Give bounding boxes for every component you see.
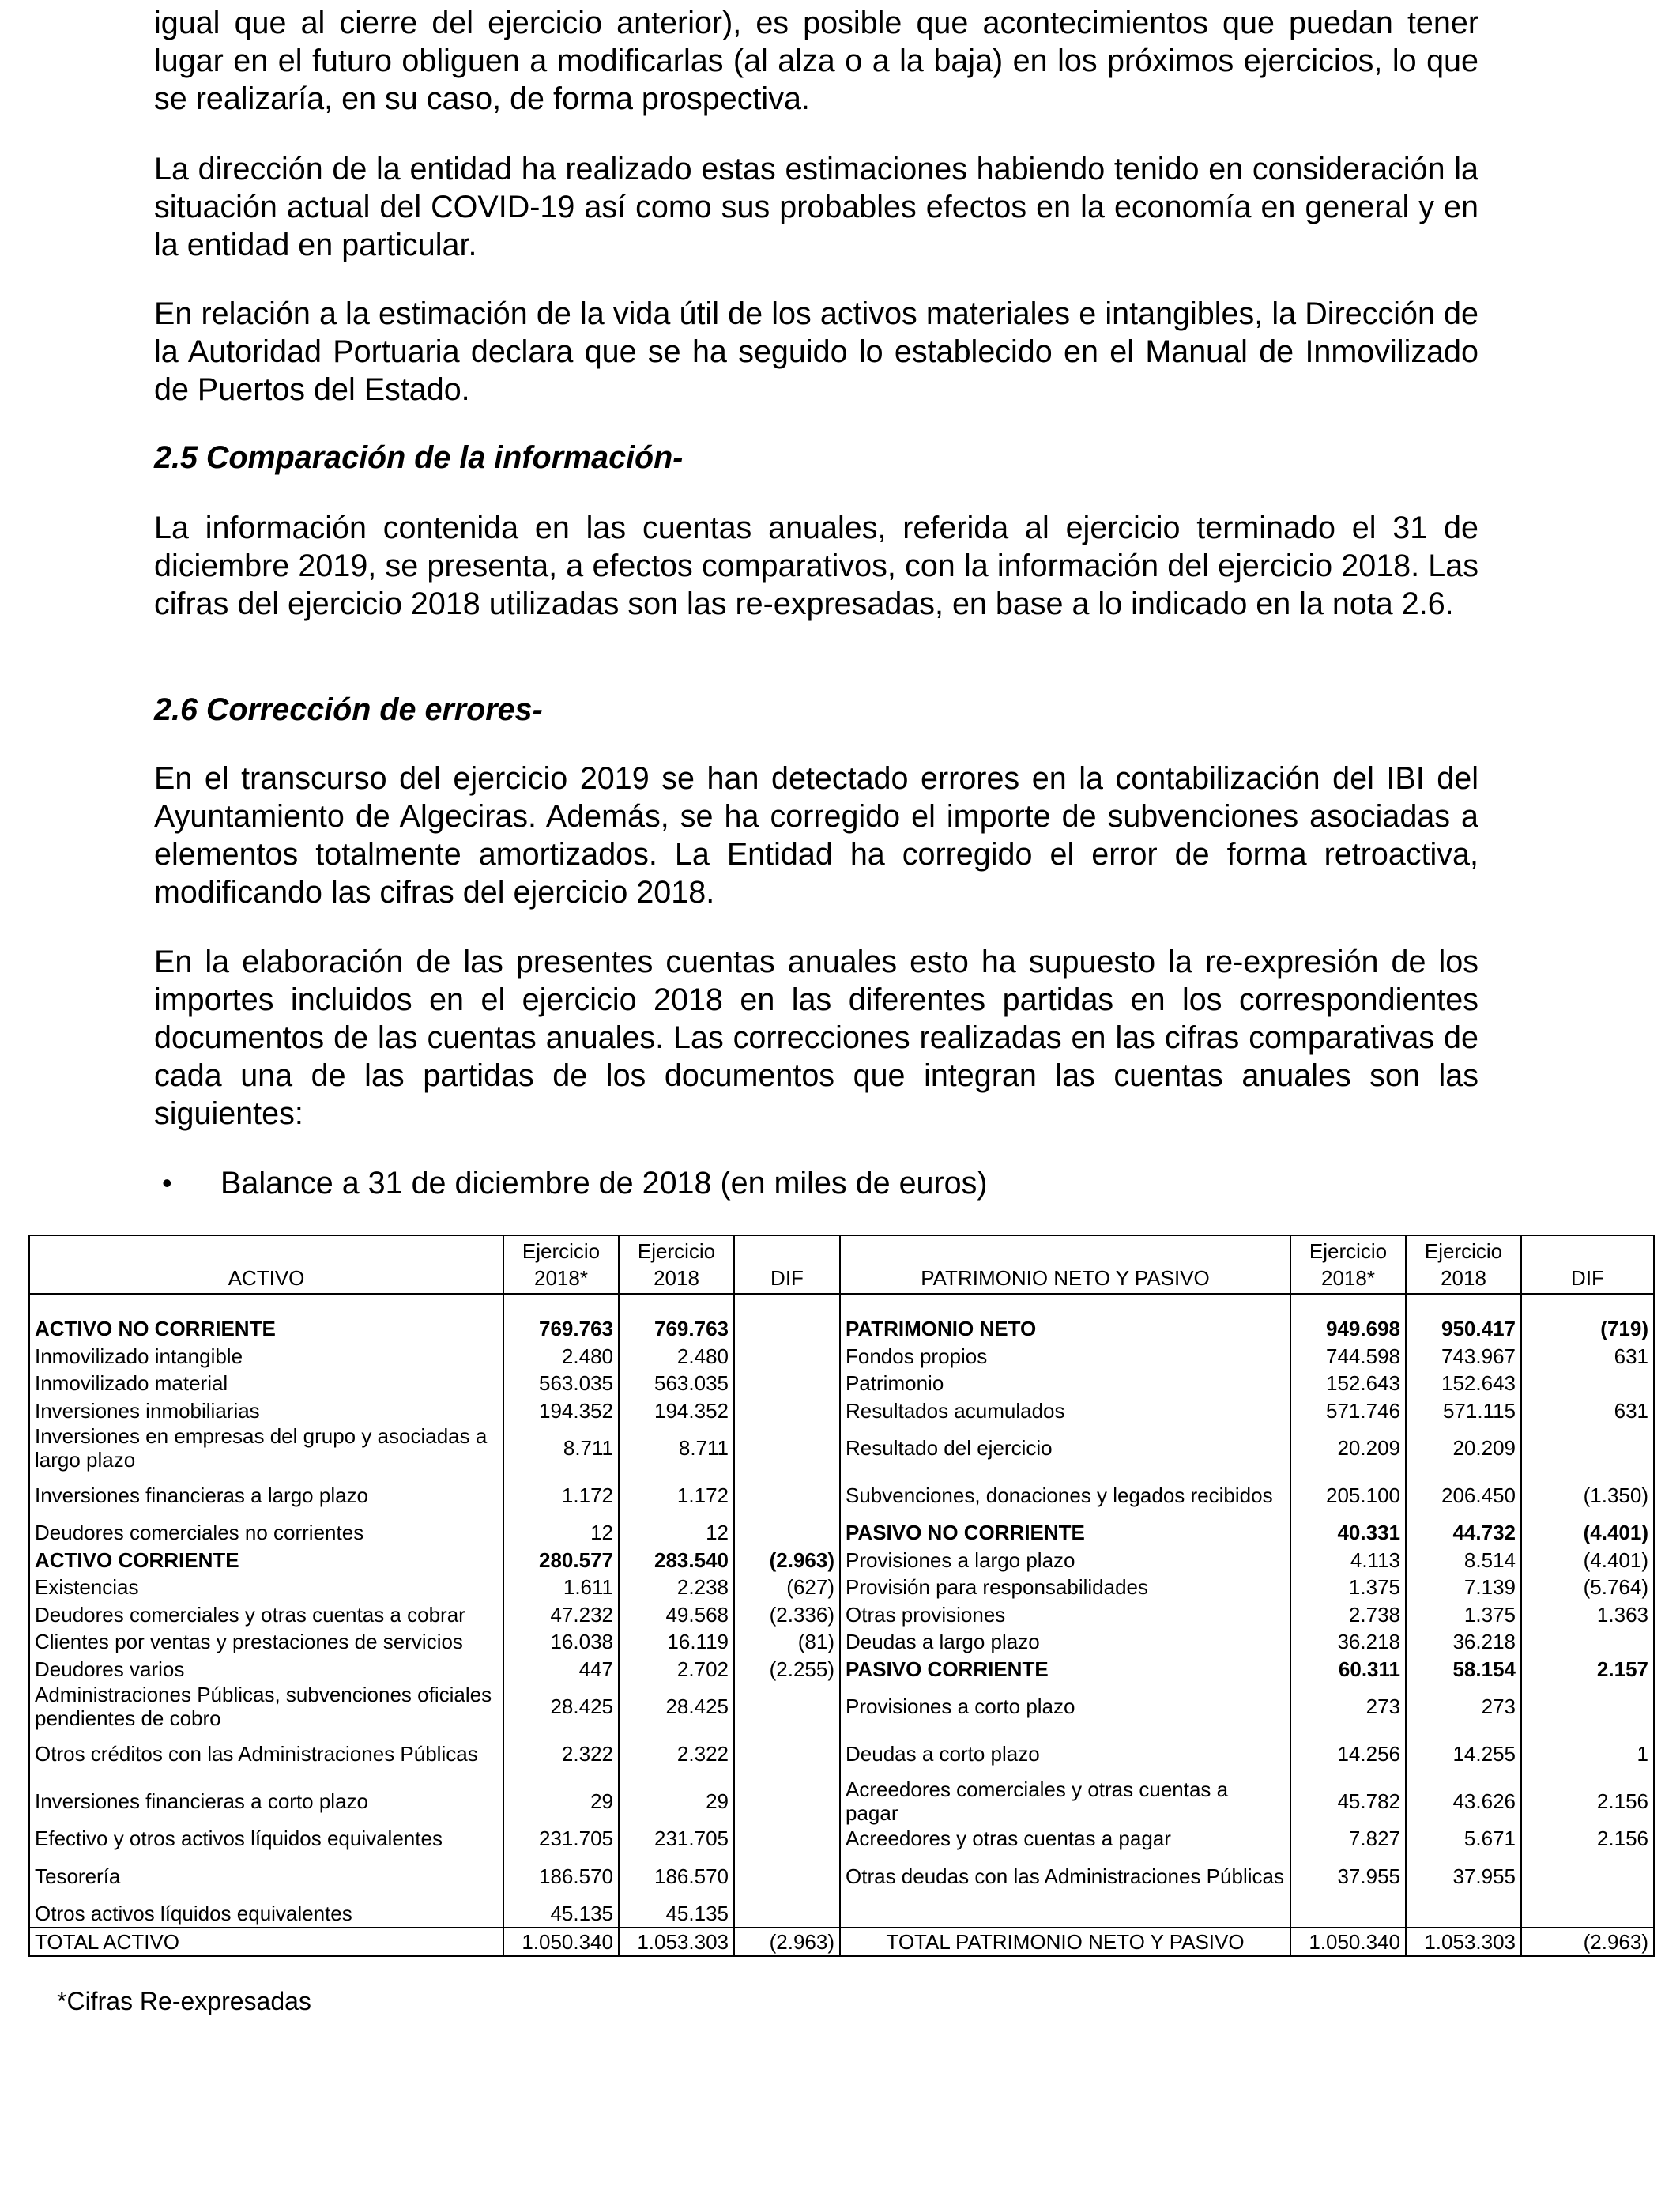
cell-activo-2018-reexpresado: 194.352 bbox=[503, 1397, 619, 1425]
table-row bbox=[29, 1315, 1654, 1343]
cell-total-pasivo-label: TOTAL PATRIMONIO NETO Y PASIVO bbox=[840, 1928, 1290, 1956]
cell-pasivo-2018-reexpresado: 14.256 bbox=[1290, 1730, 1406, 1777]
cell-pasivo-label: Fondos propios bbox=[840, 1343, 1290, 1370]
cell-activo-2018-reexpresado: 1.172 bbox=[503, 1472, 619, 1519]
table-spacer-row bbox=[29, 1294, 1654, 1315]
cell-pasivo-2018-reexpresado: 37.955 bbox=[1290, 1853, 1406, 1900]
cell-pasivo-2018-reexpresado: 205.100 bbox=[1290, 1472, 1406, 1519]
table-row bbox=[29, 1370, 1654, 1397]
paragraph-vida-util: En relación a la estimación de la vida útil de los activos materiales e intangibles, la Dirección de la Autoridad Portuaria declara que se ha seguido lo establecido en el Manual de Inmovilizado de Puertos del Estado. bbox=[154, 296, 1478, 407]
cell-pasivo-dif: 631 bbox=[1521, 1343, 1654, 1370]
heading-2-5: 2.5 Comparación de la información- bbox=[154, 440, 684, 475]
table-row bbox=[29, 1519, 1654, 1547]
header-activo: ACTIVO bbox=[29, 1235, 503, 1294]
bullet-marker: • bbox=[162, 1167, 172, 1199]
cell-activo-2018-reexpresado: 1.611 bbox=[503, 1574, 619, 1601]
cell-pasivo-dif: (719) bbox=[1521, 1315, 1654, 1343]
table-header-row bbox=[29, 1235, 1654, 1294]
cell-total-pasivo-2018-reexpresado: 1.050.340 bbox=[1290, 1928, 1406, 1956]
cell-pasivo-label: Provisión para responsabilidades bbox=[840, 1574, 1290, 1601]
cell-activo-label: Inversiones financieras a corto plazo bbox=[35, 1789, 369, 1813]
cell-pasivo-dif bbox=[1521, 1370, 1654, 1397]
cell-pasivo-2018: 743.967 bbox=[1406, 1343, 1521, 1370]
cell-activo-dif: (2.336) bbox=[734, 1601, 840, 1629]
cell-pasivo-2018-reexpresado: 45.782 bbox=[1290, 1777, 1406, 1825]
cell-activo-2018: 769.763 bbox=[619, 1315, 734, 1343]
cell-pasivo-label: Subvenciones, donaciones y legados recibidos bbox=[840, 1472, 1290, 1519]
cell-activo-2018-reexpresado: 769.763 bbox=[503, 1315, 619, 1343]
paragraph-estimaciones: igual que al cierre del ejercicio anterior), es posible que acontecimientos que puedan tener lugar en el futuro obliguen a modificarlas (al alza o a la baja) en los próximos ejercicios, lo que se realizaría, en su caso, de forma prospectiva. bbox=[154, 6, 1478, 116]
cell-activo-2018: 563.035 bbox=[619, 1370, 734, 1397]
table-row bbox=[29, 1825, 1654, 1853]
cell-activo-2018-reexpresado: 16.038 bbox=[503, 1628, 619, 1656]
cell-pasivo-dif: 1.363 bbox=[1521, 1601, 1654, 1629]
cell-pasivo-2018: 44.732 bbox=[1406, 1519, 1521, 1547]
cell-pasivo-label bbox=[840, 1900, 1290, 1928]
cell-pasivo-2018-reexpresado bbox=[1290, 1900, 1406, 1928]
cell-activo-2018: 28.425 bbox=[619, 1683, 734, 1730]
cell-pasivo-label: Deudas a largo plazo bbox=[840, 1628, 1290, 1656]
cell-activo-2018-reexpresado: 280.577 bbox=[503, 1547, 619, 1574]
table-row bbox=[29, 1683, 1654, 1730]
cell-total-activo-2018: 1.053.303 bbox=[619, 1928, 734, 1956]
cell-activo-label: Otros créditos con las Administraciones Públicas bbox=[35, 1742, 478, 1766]
cell-pasivo-2018: 5.671 bbox=[1406, 1825, 1521, 1853]
cell-pasivo-2018: 950.417 bbox=[1406, 1315, 1521, 1343]
cell-pasivo-dif: 2.156 bbox=[1521, 1777, 1654, 1825]
cell-activo-label: Inversiones en empresas del grupo y asociadas a largo plazo bbox=[35, 1424, 488, 1472]
paragraph-comparacion: La información contenida en las cuentas anuales, referida al ejercicio terminado el 31 de diciembre 2019, se presenta, a efectos comparativos, con la información del ejercicio 2018. Las cifras del ejercicio 2018 utilizadas son las re-expresadas, en base a lo indicado en la nota 2.6. bbox=[154, 511, 1478, 621]
cell-activo-2018: 49.568 bbox=[619, 1601, 734, 1629]
cell-pasivo-dif bbox=[1521, 1683, 1654, 1730]
table-row bbox=[29, 1424, 1654, 1472]
cell-pasivo-2018: 152.643 bbox=[1406, 1370, 1521, 1397]
cell-activo-label: Efectivo y otros activos líquidos equivalentes bbox=[35, 1826, 443, 1851]
table-row bbox=[29, 1472, 1654, 1519]
cell-activo-2018-reexpresado: 447 bbox=[503, 1656, 619, 1683]
cell-pasivo-2018-reexpresado: 2.738 bbox=[1290, 1601, 1406, 1629]
table-row bbox=[29, 1547, 1654, 1574]
cell-pasivo-2018: 8.514 bbox=[1406, 1547, 1521, 1574]
table-row bbox=[29, 1777, 1654, 1825]
cell-activo-2018: 231.705 bbox=[619, 1825, 734, 1853]
cell-activo-2018: 186.570 bbox=[619, 1853, 734, 1900]
cell-activo-dif bbox=[734, 1853, 840, 1900]
cell-activo-dif bbox=[734, 1424, 840, 1472]
cell-pasivo-2018-reexpresado: 273 bbox=[1290, 1683, 1406, 1730]
header-patrimonio-pasivo: PATRIMONIO NETO Y PASIVO bbox=[840, 1235, 1290, 1294]
cell-activo-2018: 1.172 bbox=[619, 1472, 734, 1519]
cell-activo-2018: 29 bbox=[619, 1777, 734, 1825]
cell-pasivo-2018-reexpresado: 4.113 bbox=[1290, 1547, 1406, 1574]
cell-pasivo-label: Deudas a corto plazo bbox=[840, 1730, 1290, 1777]
cell-pasivo-dif: 2.156 bbox=[1521, 1825, 1654, 1853]
cell-activo-label: Otros activos líquidos equivalentes bbox=[35, 1901, 352, 1925]
cell-activo-2018-reexpresado: 29 bbox=[503, 1777, 619, 1825]
cell-pasivo-dif: (4.401) bbox=[1521, 1519, 1654, 1547]
cell-activo-2018-reexpresado: 28.425 bbox=[503, 1683, 619, 1730]
cell-total-activo-label: TOTAL ACTIVO bbox=[29, 1928, 503, 1956]
cell-pasivo-dif bbox=[1521, 1853, 1654, 1900]
cell-activo-dif bbox=[734, 1730, 840, 1777]
header-ejercicio-2018-reexpresado: Ejercicio 2018* bbox=[503, 1235, 619, 1294]
cell-pasivo-label: PASIVO CORRIENTE bbox=[840, 1656, 1290, 1683]
cell-activo-dif bbox=[734, 1343, 840, 1370]
cell-activo-2018-reexpresado: 8.711 bbox=[503, 1424, 619, 1472]
cell-activo-label: Inversiones inmobiliarias bbox=[35, 1398, 260, 1423]
cell-activo-label: Tesorería bbox=[35, 1864, 121, 1888]
cell-pasivo-dif: 2.157 bbox=[1521, 1656, 1654, 1683]
table-row bbox=[29, 1601, 1654, 1629]
cell-activo-2018-reexpresado: 12 bbox=[503, 1519, 619, 1547]
cell-total-activo-2018-reexpresado: 1.050.340 bbox=[503, 1928, 619, 1956]
table-row bbox=[29, 1343, 1654, 1370]
header-dif-pasivo: DIF bbox=[1521, 1235, 1654, 1294]
cell-pasivo-2018: 58.154 bbox=[1406, 1656, 1521, 1683]
cell-activo-2018-reexpresado: 2.322 bbox=[503, 1730, 619, 1777]
heading-2-6: 2.6 Corrección de errores- bbox=[154, 692, 543, 727]
table-row bbox=[29, 1397, 1654, 1425]
cell-activo-2018: 2.702 bbox=[619, 1656, 734, 1683]
cell-pasivo-2018-reexpresado: 7.827 bbox=[1290, 1825, 1406, 1853]
cell-activo-label: Inmovilizado intangible bbox=[35, 1344, 243, 1368]
bullet-text: Balance a 31 de diciembre de 2018 (en miles de euros) bbox=[220, 1166, 988, 1201]
header-dif-activo: DIF bbox=[734, 1235, 840, 1294]
cell-activo-label: Deudores varios bbox=[35, 1657, 185, 1681]
cell-activo-2018-reexpresado: 563.035 bbox=[503, 1370, 619, 1397]
cell-activo-2018: 2.238 bbox=[619, 1574, 734, 1601]
balance-table bbox=[28, 1235, 1655, 1957]
table-row bbox=[29, 1574, 1654, 1601]
cell-activo-dif bbox=[734, 1472, 840, 1519]
cell-pasivo-2018: 43.626 bbox=[1406, 1777, 1521, 1825]
cell-activo-dif bbox=[734, 1315, 840, 1343]
cell-total-pasivo-2018: 1.053.303 bbox=[1406, 1928, 1521, 1956]
cell-activo-2018: 45.135 bbox=[619, 1900, 734, 1928]
cell-activo-dif bbox=[734, 1519, 840, 1547]
cell-pasivo-label: PASIVO NO CORRIENTE bbox=[840, 1519, 1290, 1547]
cell-pasivo-label: Acreedores comerciales y otras cuentas a pagar bbox=[840, 1777, 1290, 1825]
cell-pasivo-label: Resultados acumulados bbox=[840, 1397, 1290, 1425]
cell-activo-2018-reexpresado: 47.232 bbox=[503, 1601, 619, 1629]
cell-pasivo-label: Otras deudas con las Administraciones Públicas bbox=[840, 1853, 1290, 1900]
cell-activo-2018-reexpresado: 2.480 bbox=[503, 1343, 619, 1370]
cell-pasivo-2018: 36.218 bbox=[1406, 1628, 1521, 1656]
cell-pasivo-dif bbox=[1521, 1424, 1654, 1472]
table-row bbox=[29, 1628, 1654, 1656]
header-p-ejercicio-2018: Ejercicio 2018 bbox=[1406, 1235, 1521, 1294]
cell-pasivo-2018: 37.955 bbox=[1406, 1853, 1521, 1900]
cell-pasivo-2018-reexpresado: 949.698 bbox=[1290, 1315, 1406, 1343]
cell-pasivo-label: Resultado del ejercicio bbox=[840, 1424, 1290, 1472]
footnote: *Cifras Re-expresadas bbox=[57, 1987, 311, 2015]
cell-total-pasivo-dif: (2.963) bbox=[1521, 1928, 1654, 1956]
cell-pasivo-2018-reexpresado: 20.209 bbox=[1290, 1424, 1406, 1472]
cell-pasivo-label: PATRIMONIO NETO bbox=[840, 1315, 1290, 1343]
cell-pasivo-2018: 206.450 bbox=[1406, 1472, 1521, 1519]
cell-pasivo-dif: (1.350) bbox=[1521, 1472, 1654, 1519]
cell-pasivo-2018: 1.375 bbox=[1406, 1601, 1521, 1629]
cell-pasivo-2018: 20.209 bbox=[1406, 1424, 1521, 1472]
cell-activo-2018-reexpresado: 45.135 bbox=[503, 1900, 619, 1928]
cell-activo-dif bbox=[734, 1683, 840, 1730]
cell-activo-dif: (2.255) bbox=[734, 1656, 840, 1683]
cell-total-activo-dif: (2.963) bbox=[734, 1928, 840, 1956]
cell-pasivo-label: Patrimonio bbox=[840, 1370, 1290, 1397]
cell-activo-dif bbox=[734, 1825, 840, 1853]
header-ejercicio-2018: Ejercicio 2018 bbox=[619, 1235, 734, 1294]
cell-pasivo-2018-reexpresado: 36.218 bbox=[1290, 1628, 1406, 1656]
table-row bbox=[29, 1853, 1654, 1900]
cell-pasivo-2018-reexpresado: 744.598 bbox=[1290, 1343, 1406, 1370]
cell-activo-label: Inversiones financieras a largo plazo bbox=[35, 1483, 369, 1507]
cell-activo-2018: 12 bbox=[619, 1519, 734, 1547]
cell-activo-2018-reexpresado: 231.705 bbox=[503, 1825, 619, 1853]
cell-pasivo-dif bbox=[1521, 1900, 1654, 1928]
cell-pasivo-2018: 273 bbox=[1406, 1683, 1521, 1730]
cell-pasivo-2018-reexpresado: 40.331 bbox=[1290, 1519, 1406, 1547]
cell-activo-label: Existencias bbox=[35, 1575, 139, 1600]
cell-pasivo-2018-reexpresado: 571.746 bbox=[1290, 1397, 1406, 1425]
cell-activo-label: Deudores comerciales y otras cuentas a cobrar bbox=[35, 1602, 465, 1627]
paragraph-errores: En el transcurso del ejercicio 2019 se han detectado errores en la contabilización del IBI del Ayuntamiento de Algeciras. Además, se ha corregido el importe de subvenciones asociadas a elementos totalmente amortizados. La Entidad ha corregido el error de forma retroactiva, modificando las cifras del ejercicio 2018. bbox=[154, 761, 1478, 910]
cell-pasivo-dif: 1 bbox=[1521, 1730, 1654, 1777]
cell-pasivo-2018 bbox=[1406, 1900, 1521, 1928]
cell-activo-dif bbox=[734, 1900, 840, 1928]
cell-pasivo-2018: 571.115 bbox=[1406, 1397, 1521, 1425]
cell-pasivo-label: Provisiones a largo plazo bbox=[840, 1547, 1290, 1574]
cell-pasivo-2018: 14.255 bbox=[1406, 1730, 1521, 1777]
cell-activo-dif bbox=[734, 1777, 840, 1825]
cell-activo-dif: (81) bbox=[734, 1628, 840, 1656]
cell-pasivo-2018-reexpresado: 60.311 bbox=[1290, 1656, 1406, 1683]
cell-pasivo-2018: 7.139 bbox=[1406, 1574, 1521, 1601]
cell-pasivo-dif: (5.764) bbox=[1521, 1574, 1654, 1601]
table-row bbox=[29, 1900, 1654, 1928]
cell-pasivo-dif bbox=[1521, 1628, 1654, 1656]
cell-activo-label: Inmovilizado material bbox=[35, 1371, 228, 1396]
cell-pasivo-2018-reexpresado: 152.643 bbox=[1290, 1370, 1406, 1397]
cell-activo-dif bbox=[734, 1370, 840, 1397]
table-total-row bbox=[29, 1928, 1654, 1956]
table-row bbox=[29, 1656, 1654, 1683]
cell-pasivo-2018-reexpresado: 1.375 bbox=[1290, 1574, 1406, 1601]
cell-activo-dif: (2.963) bbox=[734, 1547, 840, 1574]
cell-pasivo-dif: (4.401) bbox=[1521, 1547, 1654, 1574]
paragraph-re-expresion: En la elaboración de las presentes cuentas anuales esto ha supuesto la re-expresión de los importes incluidos en el ejercicio 2018 en las diferentes partidas en los correspondientes documentos de las cuentas anuales. Las correcciones realizadas en las cifras comparativas de cada una de las partidas de los documentos que integran las cuentas anuales son las siguientes: bbox=[154, 944, 1478, 1131]
cell-pasivo-label: Provisiones a corto plazo bbox=[840, 1683, 1290, 1730]
cell-activo-2018: 283.540 bbox=[619, 1547, 734, 1574]
cell-activo-label: Administraciones Públicas, subvenciones oficiales pendientes de cobro bbox=[35, 1683, 492, 1730]
cell-pasivo-label: Acreedores y otras cuentas a pagar bbox=[840, 1825, 1290, 1853]
header-p-ejercicio-2018-reexpresado: Ejercicio 2018* bbox=[1290, 1235, 1406, 1294]
cell-activo-label: ACTIVO NO CORRIENTE bbox=[35, 1317, 276, 1341]
table-row bbox=[29, 1730, 1654, 1777]
cell-activo-2018: 2.322 bbox=[619, 1730, 734, 1777]
cell-pasivo-dif: 631 bbox=[1521, 1397, 1654, 1425]
cell-activo-dif bbox=[734, 1397, 840, 1425]
cell-activo-label: Deudores comerciales no corrientes bbox=[35, 1521, 364, 1545]
cell-activo-2018: 8.711 bbox=[619, 1424, 734, 1472]
cell-pasivo-label: Otras provisiones bbox=[840, 1601, 1290, 1629]
cell-activo-2018: 16.119 bbox=[619, 1628, 734, 1656]
cell-activo-2018: 2.480 bbox=[619, 1343, 734, 1370]
paragraph-covid: La dirección de la entidad ha realizado estas estimaciones habiendo tenido en consideración la situación actual del COVID-19 así como sus probables efectos en la economía en general y en la entidad en particular. bbox=[154, 152, 1478, 262]
cell-activo-2018: 194.352 bbox=[619, 1397, 734, 1425]
cell-activo-label: Clientes por ventas y prestaciones de servicios bbox=[35, 1630, 463, 1654]
cell-activo-2018-reexpresado: 186.570 bbox=[503, 1853, 619, 1900]
cell-activo-label: ACTIVO CORRIENTE bbox=[35, 1547, 239, 1572]
cell-activo-dif: (627) bbox=[734, 1574, 840, 1601]
